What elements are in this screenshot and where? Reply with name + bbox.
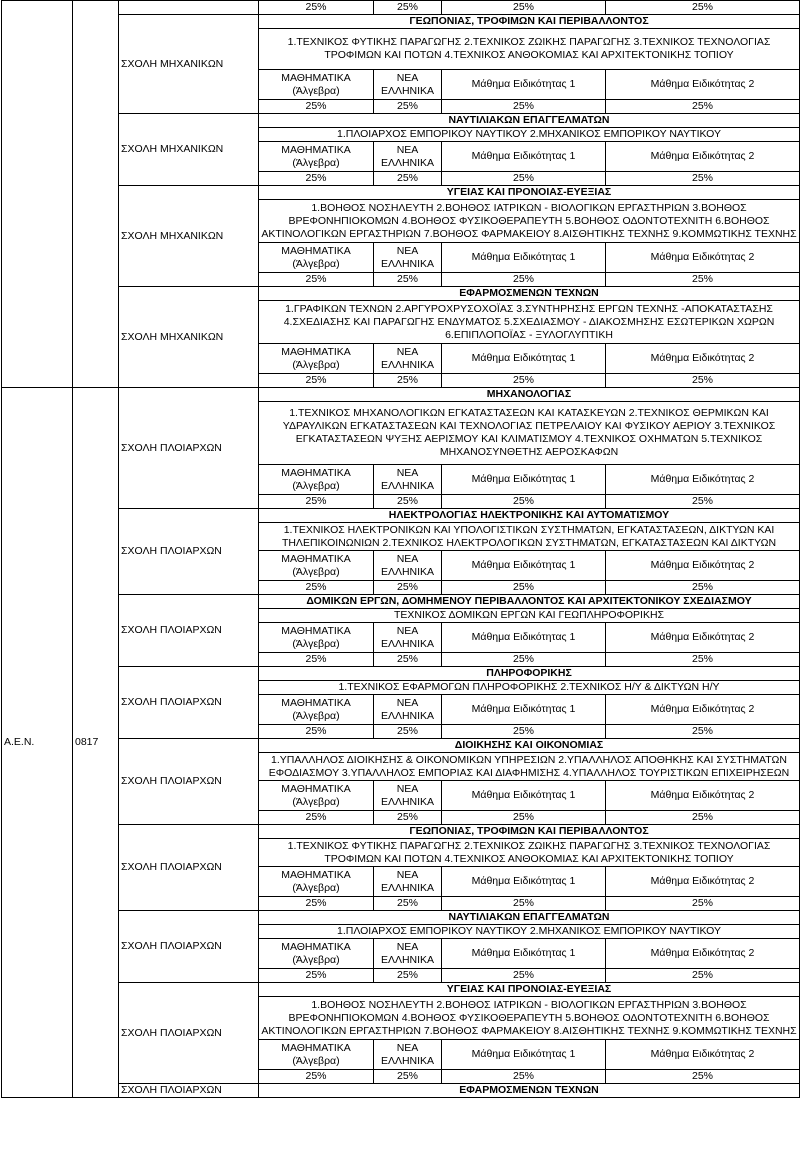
weight-cell: 25%	[374, 897, 442, 911]
subject-cell: Μάθημα Ειδικότητας 1	[442, 1040, 606, 1070]
subject-cell: ΝΕΑ ΕΛΛΗΝΙΚΑ	[374, 623, 442, 653]
weight-cell: 25%	[442, 969, 606, 983]
subject-cell: Μάθημα Ειδικότητας 2	[606, 623, 800, 653]
table-row	[2, 739, 800, 753]
weight-cell: 25%	[606, 725, 800, 739]
weight-cell: 25%	[259, 495, 374, 509]
subject-cell: Μάθημα Ειδικότητας 2	[606, 695, 800, 725]
weight-cell: 25%	[259, 374, 374, 388]
subject-cell: ΜΑΘΗΜΑΤΙΚΑ (Άλγεβρα)	[259, 551, 374, 581]
school-name: ΣΧΟΛΗ ΠΛΟΙΑΡΧΩΝ	[119, 983, 259, 1084]
sector-title: ΥΓΕΙΑΣ ΚΑΙ ΠΡΟΝΟΙΑΣ-ΕΥΕΞΙΑΣ	[259, 186, 800, 200]
school-name: ΣΧΟΛΗ ΜΗΧΑΝΙΚΩΝ	[119, 287, 259, 388]
sector-title: ΔΙΟΙΚΗΣΗΣ ΚΑΙ ΟΙΚΟΝΟΜΙΑΣ	[259, 739, 800, 753]
weight-cell: 25%	[606, 811, 800, 825]
subject-cell: ΝΕΑ ΕΛΛΗΝΙΚΑ	[374, 781, 442, 811]
weight-cell: 25%	[442, 374, 606, 388]
sector-title: ΥΓΕΙΑΣ ΚΑΙ ΠΡΟΝΟΙΑΣ-ΕΥΕΞΙΑΣ	[259, 983, 800, 997]
subject-cell: Μάθημα Ειδικότητας 1	[442, 781, 606, 811]
school-name: ΣΧΟΛΗ ΜΗΧΑΝΙΚΩΝ	[119, 186, 259, 287]
specialties-text: 1.ΤΕΧΝΙΚΟΣ ΜΗΧΑΝΟΛΟΓΙΚΩΝ ΕΓΚΑΤΑΣΤΑΣΕΩΝ ΚΑΙ ΚΑΤΑΣΚΕΥΩΝ 2.ΤΕΧΝΙΚΟΣ ΘΕΡΜΙΚΩΝ ΚΑΙ ΥΔΡΑΥΛΙΚΩΝ ΕΓΚΑΤΑΣΤΑΣΕΩΝ ΚΑΙ ΤΕΧΝΟΛΟΓΙΑΣ ΠΕΤΡΕΛΑΙΟΥ ΚΑΙ ΦΥΣΙΚΟΥ ΑΕΡΙΟΥ 3.ΤΕΧΝΙΚΟΣ ΕΓΚΑΤΑΣΤΑΣΕΩΝ ΨΥΞΗΣ ΑΕΡΙΣΜΟΥ ΚΑΙ ΚΛΙΜΑΤΙΣΜΟΥ 4.ΤΕΧΝΙΚΟΣ ΟΧΗΜΑΤΩΝ 5.ΤΕΧΝΙΚΟΣ ΜΗΧΑΝΟΣΥΝΘΕΤΗΣ ΑΕΡΟΣΚΑΦΩΝ	[259, 402, 800, 465]
weight-cell: 25%	[374, 581, 442, 595]
weight-cell: 25%	[259, 581, 374, 595]
weight-cell: 25%	[442, 581, 606, 595]
specialties-text: 1.ΤΕΧΝΙΚΟΣ ΦΥΤΙΚΗΣ ΠΑΡΑΓΩΓΗΣ 2.ΤΕΧΝΙΚΟΣ ΖΩΙΚΗΣ ΠΑΡΑΓΩΓΗΣ 3.ΤΕΧΝΙΚΟΣ ΤΕΧΝΟΛΟΓΙΑΣ ΤΡΟΦΙΜΩΝ ΚΑΙ ΠΟΤΩΝ 4.ΤΕΧΝΙΚΟΣ ΑΝΘΟΚΟΜΙΑΣ ΚΑΙ ΑΡΧΙΤΕΚΤΟΝΙΚΗΣ ΤΟΠΙΟΥ	[259, 29, 800, 70]
specialties-text: 1.ΤΕΧΝΙΚΟΣ ΕΦΑΡΜΟΓΩΝ ΠΛΗΡΟΦΟΡΙΚΗΣ 2.ΤΕΧΝΙΚΟΣ Η/Υ & ΔΙΚΤΥΩΝ Η/Υ	[259, 681, 800, 695]
sector-title: ΓΕΩΠΟΝΙΑΣ, ΤΡΟΦΙΜΩΝ ΚΑΙ ΠΕΡΙΒΑΛΛΟΝΤΟΣ	[259, 825, 800, 839]
weight-cell: 25%	[374, 374, 442, 388]
school-name: ΣΧΟΛΗ ΠΛΟΙΑΡΧΩΝ	[119, 388, 259, 509]
school-cell	[119, 1, 259, 15]
school-name: ΣΧΟΛΗ ΠΛΟΙΑΡΧΩΝ	[119, 595, 259, 667]
code-cell	[73, 1, 119, 388]
school-name: ΣΧΟΛΗ ΠΛΟΙΑΡΧΩΝ	[119, 739, 259, 825]
programs-table	[1, 0, 800, 1098]
specialties-text: ΤΕΧΝΙΚΟΣ ΔΟΜΙΚΩΝ ΕΡΓΩΝ ΚΑΙ ΓΕΩΠΛΗΡΟΦΟΡΙΚΗΣ	[259, 609, 800, 623]
weight-cell: 25%	[259, 1070, 374, 1084]
subject-cell: ΝΕΑ ΕΛΛΗΝΙΚΑ	[374, 939, 442, 969]
specialties-text: 1.ΤΕΧΝΙΚΟΣ ΗΛΕΚΤΡΟΝΙΚΩΝ ΚΑΙ ΥΠΟΛΟΓΙΣΤΙΚΩΝ ΣΥΣΤΗΜΑΤΩΝ, ΕΓΚΑΤΑΣΤΑΣΕΩΝ, ΔΙΚΤΥΩΝ ΚΑΙ ΤΗΛΕΠΙΚΟΙΝΩΝΙΩΝ 2.ΤΕΧΝΙΚΟΣ ΗΛΕΚΤΡΟΛΟΓΙΚΩΝ ΣΥΣΤΗΜΑΤΩΝ, ΕΓΚΑΤΑΣΤΑΣΕΩΝ ΚΑΙ ΔΙΚΤΥΩΝ	[259, 523, 800, 551]
sector-title: ΝΑΥΤΙΛΙΑΚΩΝ ΕΠΑΓΓΕΛΜΑΤΩΝ	[259, 911, 800, 925]
weight-cell: 25%	[259, 172, 374, 186]
table-row	[2, 287, 800, 301]
table-row	[2, 509, 800, 523]
weight-cell: 25%	[442, 172, 606, 186]
subject-cell: ΝΕΑ ΕΛΛΗΝΙΚΑ	[374, 70, 442, 100]
subject-cell: Μάθημα Ειδικότητας 1	[442, 344, 606, 374]
subject-cell: Μάθημα Ειδικότητας 1	[442, 243, 606, 273]
weight-cell: 25%	[259, 897, 374, 911]
table-row	[2, 911, 800, 925]
school-name: ΣΧΟΛΗ ΠΛΟΙΑΡΧΩΝ	[119, 911, 259, 983]
subject-cell: ΝΕΑ ΕΛΛΗΝΙΚΑ	[374, 695, 442, 725]
weight-cell: 25%	[442, 1070, 606, 1084]
weight-cell: 25%	[259, 725, 374, 739]
weight-cell: 25%	[259, 969, 374, 983]
subject-cell: ΜΑΘΗΜΑΤΙΚΑ (Άλγεβρα)	[259, 465, 374, 495]
subject-cell: Μάθημα Ειδικότητας 2	[606, 939, 800, 969]
weight-cell: 25%	[374, 1, 442, 15]
table-body	[2, 1, 800, 1098]
weight-cell: 25%	[606, 1, 800, 15]
weight-cell: 25%	[374, 969, 442, 983]
weight-cell: 25%	[442, 725, 606, 739]
specialties-text: 1.ΠΛΟΙΑΡΧΟΣ ΕΜΠΟΡΙΚΟΥ ΝΑΥΤΙΚΟΥ 2.ΜΗΧΑΝΙΚΟΣ ΕΜΠΟΡΙΚΟΥ ΝΑΥΤΙΚΟΥ	[259, 128, 800, 142]
weight-cell: 25%	[374, 653, 442, 667]
subject-cell: ΝΕΑ ΕΛΛΗΝΙΚΑ	[374, 465, 442, 495]
subject-cell: ΝΕΑ ΕΛΛΗΝΙΚΑ	[374, 867, 442, 897]
subject-cell: Μάθημα Ειδικότητας 2	[606, 344, 800, 374]
subject-cell: Μάθημα Ειδικότητας 2	[606, 1040, 800, 1070]
sector-title: ΜΗΧΑΝΟΛΟΓΙΑΣ	[259, 388, 800, 402]
sector-title: ΔΟΜΙΚΩΝ ΕΡΓΩΝ, ΔΟΜΗΜΕΝΟΥ ΠΕΡΙΒΑΛΛΟΝΤΟΣ ΚΑΙ ΑΡΧΙΤΕΚΤΟΝΙΚΟΥ ΣΧΕΔΙΑΣΜΟΥ	[259, 595, 800, 609]
weight-cell: 25%	[374, 100, 442, 114]
specialties-text: 1.ΤΕΧΝΙΚΟΣ ΦΥΤΙΚΗΣ ΠΑΡΑΓΩΓΗΣ 2.ΤΕΧΝΙΚΟΣ ΖΩΙΚΗΣ ΠΑΡΑΓΩΓΗΣ 3.ΤΕΧΝΙΚΟΣ ΤΕΧΝΟΛΟΓΙΑΣ ΤΡΟΦΙΜΩΝ ΚΑΙ ΠΟΤΩΝ 4.ΤΕΧΝΙΚΟΣ ΑΝΘΟΚΟΜΙΑΣ ΚΑΙ ΑΡΧΙΤΕΚΤΟΝΙΚΗΣ ΤΟΠΙΟΥ	[259, 839, 800, 867]
table-row	[2, 186, 800, 200]
specialties-text: 1.ΒΟΗΘΟΣ ΝΟΣΗΛΕΥΤΗ 2.ΒΟΗΘΟΣ ΙΑΤΡΙΚΩΝ - ΒΙΟΛΟΓΙΚΩΝ ΕΡΓΑΣΤΗΡΙΩΝ 3.ΒΟΗΘΟΣ ΒΡΕΦΟΝΗΠΙΟΚΟΜΩΝ 4.ΒΟΗΘΟΣ ΦΥΣΙΚΟΘΕΡΑΠΕΥΤΗ 5.ΒΟΗΘΟΣ ΟΔΟΝΤΟΤΕΧΝΙΤΗ 6.ΒΟΗΘΟΣ ΑΚΤΙΝΟΛΟΓΙΚΩΝ ΕΡΓΑΣΤΗΡΙΩΝ 7.ΒΟΗΘΟΣ ΦΑΡΜΑΚΕΙΟΥ 8.ΑΙΣΘΗΤΙΚΗΣ ΤΕΧΝΗΣ 9.ΚΟΜΜΩΤΙΚΗΣ ΤΕΧΝΗΣ	[259, 997, 800, 1040]
school-name: ΣΧΟΛΗ ΠΛΟΙΑΡΧΩΝ	[119, 825, 259, 911]
subject-cell: Μάθημα Ειδικότητας 1	[442, 623, 606, 653]
subject-cell: ΝΕΑ ΕΛΛΗΝΙΚΑ	[374, 551, 442, 581]
weight-cell: 25%	[442, 897, 606, 911]
weight-cell: 25%	[374, 811, 442, 825]
weight-cell: 25%	[442, 495, 606, 509]
weight-cell: 25%	[606, 1070, 800, 1084]
weight-cell: 25%	[606, 100, 800, 114]
weight-cell: 25%	[374, 495, 442, 509]
weight-cell: 25%	[442, 273, 606, 287]
table-row	[2, 825, 800, 839]
weight-cell: 25%	[442, 811, 606, 825]
specialties-text: 1.ΠΛΟΙΑΡΧΟΣ ΕΜΠΟΡΙΚΟΥ ΝΑΥΤΙΚΟΥ 2.ΜΗΧΑΝΙΚΟΣ ΕΜΠΟΡΙΚΟΥ ΝΑΥΤΙΚΟΥ	[259, 925, 800, 939]
weight-cell: 25%	[259, 1, 374, 15]
sector-title: ΓΕΩΠΟΝΙΑΣ, ΤΡΟΦΙΜΩΝ ΚΑΙ ΠΕΡΙΒΑΛΛΟΝΤΟΣ	[259, 15, 800, 29]
subject-cell: ΝΕΑ ΕΛΛΗΝΙΚΑ	[374, 1040, 442, 1070]
weight-cell: 25%	[606, 172, 800, 186]
weight-cell: 25%	[374, 725, 442, 739]
table-row	[2, 388, 800, 402]
subject-cell: ΜΑΘΗΜΑΤΙΚΑ (Άλγεβρα)	[259, 243, 374, 273]
specialties-text: 1.ΥΠΑΛΛΗΛΟΣ ΔΙΟΙΚΗΣΗΣ & ΟΙΚΟΝΟΜΙΚΩΝ ΥΠΗΡΕΣΙΩΝ 2.ΥΠΑΛΛΗΛΟΣ ΑΠΟΘΗΚΗΣ ΚΑΙ ΣΥΣΤΗΜΑΤΩΝ ΕΦΟΔΙΑΣΜΟΥ 3.ΥΠΑΛΛΗΛΟΣ ΕΜΠΟΡΙΑΣ ΚΑΙ ΔΙΑΦΗΜΙΣΗΣ 4.ΥΠΑΛΛΗΛΟΣ ΤΟΥΡΙΣΤΙΚΩΝ ΕΠΙΧΕΙΡΗΣΕΩΝ	[259, 753, 800, 781]
subject-cell: Μάθημα Ειδικότητας 2	[606, 781, 800, 811]
institution-cell	[2, 1, 73, 388]
subject-cell: Μάθημα Ειδικότητας 2	[606, 465, 800, 495]
subject-cell: ΜΑΘΗΜΑΤΙΚΑ (Άλγεβρα)	[259, 142, 374, 172]
institution-cell: Α.Ε.Ν.	[2, 388, 73, 1098]
table-row	[2, 1, 800, 15]
subject-cell: ΜΑΘΗΜΑΤΙΚΑ (Άλγεβρα)	[259, 70, 374, 100]
subject-cell: ΜΑΘΗΜΑΤΙΚΑ (Άλγεβρα)	[259, 781, 374, 811]
subject-cell: Μάθημα Ειδικότητας 2	[606, 142, 800, 172]
subject-cell: ΝΕΑ ΕΛΛΗΝΙΚΑ	[374, 142, 442, 172]
weight-cell: 25%	[606, 969, 800, 983]
subject-cell: ΝΕΑ ΕΛΛΗΝΙΚΑ	[374, 243, 442, 273]
weight-cell: 25%	[606, 581, 800, 595]
weight-cell: 25%	[259, 811, 374, 825]
specialties-text: 1.ΒΟΗΘΟΣ ΝΟΣΗΛΕΥΤΗ 2.ΒΟΗΘΟΣ ΙΑΤΡΙΚΩΝ - ΒΙΟΛΟΓΙΚΩΝ ΕΡΓΑΣΤΗΡΙΩΝ 3.ΒΟΗΘΟΣ ΒΡΕΦΟΝΗΠΙΟΚΟΜΩΝ 4.ΒΟΗΘΟΣ ΦΥΣΙΚΟΘΕΡΑΠΕΥΤΗ 5.ΒΟΗΘΟΣ ΟΔΟΝΤΟΤΕΧΝΙΤΗ 6.ΒΟΗΘΟΣ ΑΚΤΙΝΟΛΟΓΙΚΩΝ ΕΡΓΑΣΤΗΡΙΩΝ 7.ΒΟΗΘΟΣ ΦΑΡΜΑΚΕΙΟΥ 8.ΑΙΣΘΗΤΙΚΗΣ ΤΕΧΝΗΣ 9.ΚΟΜΜΩΤΙΚΗΣ ΤΕΧΝΗΣ	[259, 200, 800, 243]
subject-cell: ΜΑΘΗΜΑΤΙΚΑ (Άλγεβρα)	[259, 344, 374, 374]
subject-cell: Μάθημα Ειδικότητας 2	[606, 70, 800, 100]
sector-title: ΗΛΕΚΤΡΟΛΟΓΙΑΣ ΗΛΕΚΤΡΟΝΙΚΗΣ ΚΑΙ ΑΥΤΟΜΑΤΙΣΜΟΥ	[259, 509, 800, 523]
weight-cell: 25%	[606, 653, 800, 667]
subject-cell: Μάθημα Ειδικότητας 2	[606, 867, 800, 897]
weight-cell: 25%	[374, 1070, 442, 1084]
subject-cell: ΜΑΘΗΜΑΤΙΚΑ (Άλγεβρα)	[259, 867, 374, 897]
subject-cell: Μάθημα Ειδικότητας 1	[442, 551, 606, 581]
subject-cell: Μάθημα Ειδικότητας 1	[442, 70, 606, 100]
subject-cell: Μάθημα Ειδικότητας 1	[442, 867, 606, 897]
subject-cell: Μάθημα Ειδικότητας 1	[442, 465, 606, 495]
school-name: ΣΧΟΛΗ ΠΛΟΙΑΡΧΩΝ	[119, 509, 259, 595]
weight-cell: 25%	[442, 1, 606, 15]
weight-cell: 25%	[606, 495, 800, 509]
sector-title: ΕΦΑΡΜΟΣΜΕΝΩΝ ΤΕΧΝΩΝ	[259, 1084, 800, 1098]
weight-cell: 25%	[374, 273, 442, 287]
weight-cell: 25%	[442, 653, 606, 667]
subject-cell: Μάθημα Ειδικότητας 1	[442, 142, 606, 172]
subject-cell: Μάθημα Ειδικότητας 2	[606, 551, 800, 581]
weight-cell: 25%	[606, 897, 800, 911]
school-name: ΣΧΟΛΗ ΜΗΧΑΝΙΚΩΝ	[119, 15, 259, 114]
subject-cell: ΜΑΘΗΜΑΤΙΚΑ (Άλγεβρα)	[259, 695, 374, 725]
subject-cell: ΜΑΘΗΜΑΤΙΚΑ (Άλγεβρα)	[259, 623, 374, 653]
specialties-text: 1.ΓΡΑΦΙΚΩΝ ΤΕΧΝΩΝ 2.ΑΡΓΥΡΟΧΡΥΣΟΧΟΪΑΣ 3.ΣΥΝΤΗΡΗΣΗΣ ΕΡΓΩΝ ΤΕΧΝΗΣ -ΑΠΟΚΑΤΑΣΤΑΣΗΣ 4.ΣΧΕΔΙΑΣΗΣ ΚΑΙ ΠΑΡΑΓΩΓΗΣ ΕΝΔΥΜΑΤΟΣ 5.ΣΧΕΔΙΑΣΜΟΥ - ΔΙΑΚΟΣΜΗΣΗΣ ΕΣΩΤΕΡΙΚΩΝ ΧΩΡΩΝ 6.ΕΠΙΠΛΟΠΟΪΑΣ - ΞΥΛΟΓΛΥΠΤΙΚΗ	[259, 301, 800, 344]
weight-cell: 25%	[606, 273, 800, 287]
subject-cell: Μάθημα Ειδικότητας 1	[442, 695, 606, 725]
table-row	[2, 1084, 800, 1098]
sector-title: ΠΛΗΡΟΦΟΡΙΚΗΣ	[259, 667, 800, 681]
weight-cell: 25%	[374, 172, 442, 186]
weight-cell: 25%	[259, 653, 374, 667]
table-row	[2, 114, 800, 128]
weight-cell: 25%	[606, 374, 800, 388]
table-row	[2, 595, 800, 609]
weight-cell: 25%	[442, 100, 606, 114]
subject-cell: ΜΑΘΗΜΑΤΙΚΑ (Άλγεβρα)	[259, 939, 374, 969]
table-row	[2, 15, 800, 29]
weight-cell: 25%	[259, 273, 374, 287]
table-row	[2, 983, 800, 997]
school-name: ΣΧΟΛΗ ΠΛΟΙΑΡΧΩΝ	[119, 1084, 259, 1098]
school-name: ΣΧΟΛΗ ΜΗΧΑΝΙΚΩΝ	[119, 114, 259, 186]
code-cell: 0817	[73, 388, 119, 1098]
subject-cell: Μάθημα Ειδικότητας 2	[606, 243, 800, 273]
subject-cell: Μάθημα Ειδικότητας 1	[442, 939, 606, 969]
subject-cell: ΜΑΘΗΜΑΤΙΚΑ (Άλγεβρα)	[259, 1040, 374, 1070]
school-name: ΣΧΟΛΗ ΠΛΟΙΑΡΧΩΝ	[119, 667, 259, 739]
table-row	[2, 667, 800, 681]
sector-title: ΕΦΑΡΜΟΣΜΕΝΩΝ ΤΕΧΝΩΝ	[259, 287, 800, 301]
subject-cell: ΝΕΑ ΕΛΛΗΝΙΚΑ	[374, 344, 442, 374]
sector-title: ΝΑΥΤΙΛΙΑΚΩΝ ΕΠΑΓΓΕΛΜΑΤΩΝ	[259, 114, 800, 128]
weight-cell: 25%	[259, 100, 374, 114]
